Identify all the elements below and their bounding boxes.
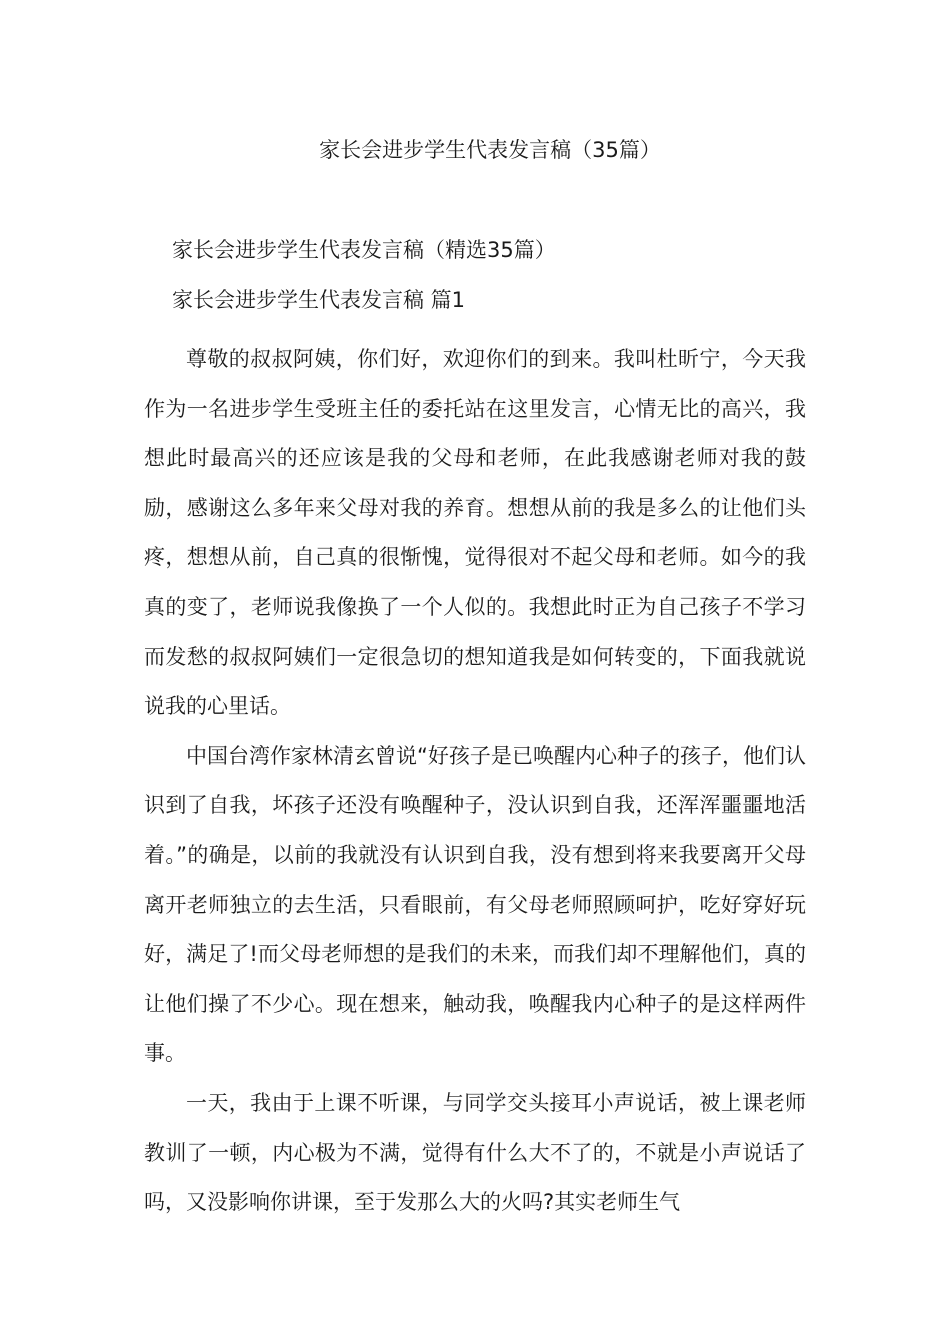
document-title: 家长会进步学生代表发言稿（35篇） <box>319 138 661 162</box>
document-subtitle: 家长会进步学生代表发言稿（精选35篇） <box>172 238 556 262</box>
section-heading: 家长会进步学生代表发言稿 篇1 <box>172 288 466 312</box>
paragraph-3: 一天，我由于上课不听课，与同学交头接耳小声说话，被上课老师教训了一顿，内心极为不满，觉得有什么大不了的，不就是小声说话了吗，又没影响你讲课，至于发那么大的火吗?其实老师生气 <box>144 1090 806 1215</box>
paragraph-1: 尊敬的叔叔阿姨，你们好，欢迎你们的到来。我叫杜昕宁，今天我作为一名进步学生受班主任的委托站在这里发言，心情无比的高兴，我想此时最高兴的还应该是我的父母和老师，在此我感谢老师对我的鼓励，感谢这么多年来父母对我的养育。想想从前的我是多么的让他们头疼，想想从前，自己真的很惭愧，觉得很对不起父母和老师。如今的我真的变了，老师说我像换了一个人似的。我想此时正为自己孩子不学习而发愁的叔叔阿姨们一定很急切的想知道我是如何转变的，下面我就说说我的心里话。 <box>144 347 806 719</box>
paragraph-2: 中国台湾作家林清玄曾说“好孩子是已唤醒内心种子的孩子，他们认识到了自我，坏孩子还没有唤醒种子，没认识到自我，还浑浑噩噩地活着。”的确是，以前的我就没有认识到自我，没有想到将来我要离开父母离开老师独立的去生活，只看眼前，有父母老师照顾呵护，吃好穿好玩好，满足了!而父母老师想的是我们的未来，而我们却不理解他们，真的让他们操了不少心。现在想来，触动我，唤醒我内心种子的是这样两件事。 <box>144 743 806 1066</box>
document-body <box>144 335 806 1228</box>
